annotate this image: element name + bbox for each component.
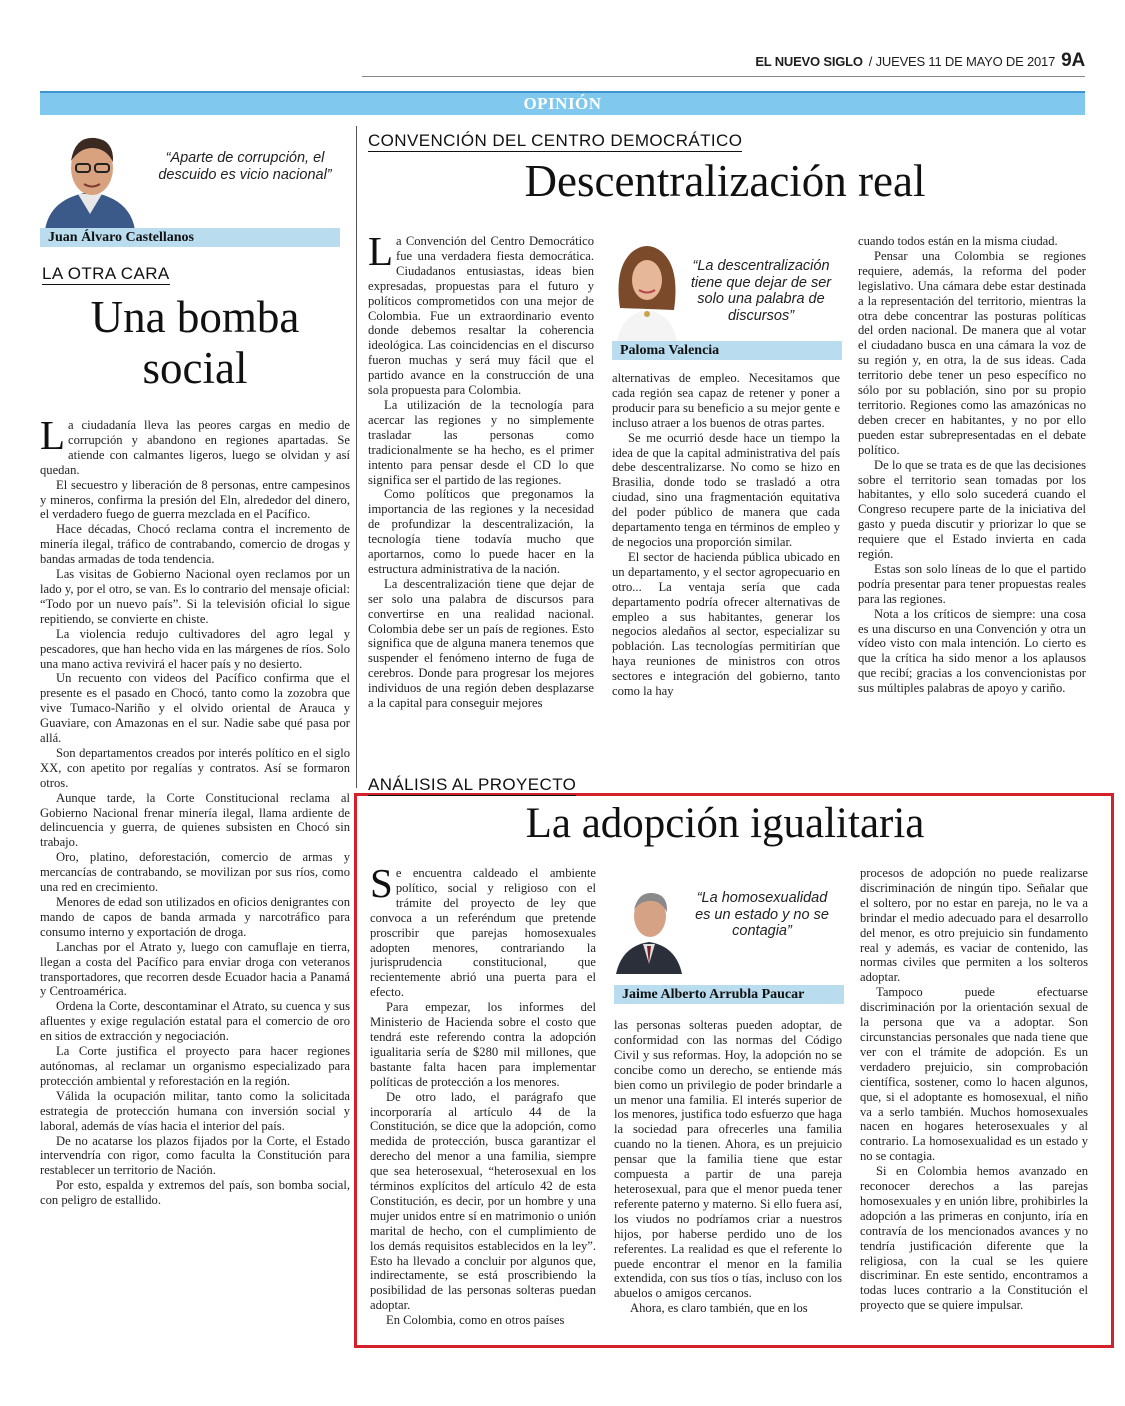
paragraph: En Colombia, como en otros países — [386, 1313, 565, 1328]
paragraph: Para empezar, los informes del Ministerio de Hacienda sobre el costo que tendrá este referendo contra la adopción igualitaria sería de $280 mil millones, que bastante falta hacen para implementar políticas de protección a los menores. — [370, 1000, 596, 1089]
masthead-paper: EL NUEVO SIGLO — [755, 54, 863, 69]
article-column — [858, 234, 1086, 752]
article-column — [370, 866, 596, 1346]
paragraph: Como políticos que pregonamos la importancia de las regiones y la necesidad de profundizar la descentralización, la tecnología tiene todavía mucho que aportarnos, como lo puede hacer en la estructura administrativa de la nación. — [368, 487, 594, 576]
paragraph: La Convención del Centro Democrático fue una verdadera fiesta democrática. Ciudadanos entusiastas, ideas bien expresadas, propuestas para el futuro y políticos comprometidos con una mejor de Colombia. Fue un extraordinario evento donde debemos resaltar la coherencia ideológica. Las coincidencias en el discurso fueron muchas y será muy fácil que el partido avance en la construcción de una sola propuesta para Colombia. — [368, 234, 594, 398]
author-name: Juan Álvaro Castellanos — [48, 230, 194, 245]
masthead — [755, 50, 1085, 72]
paragraph: La violencia redujo cultivadores del agro legal y pescadores, que han hecho vida en las márgenes de ríos. Solo una mano activa revivirá el hacer país y no desierto. — [40, 626, 350, 671]
section-label: OPINIÓN — [523, 94, 602, 113]
paragraph: El secuestro y liberación de 8 personas, entre campesinos y mineros, confirma la presión del Eln, alrededor del dinero, el verdadero fuego de guerra mezclada en el Pacífico. — [40, 477, 350, 522]
section-bar — [40, 91, 1085, 115]
page-number: 9A — [1061, 50, 1085, 71]
paragraph: La descentralización tiene que dejar de ser solo una palabra de discursos para convertirse en una realidad nacional. Colombia debe ser un país de regiones. Esto significa que de alguna manera tenemos que suspender el fenómeno interno de fuga de cerebros. Donde para progresar los mejores individuos de una región deben desplazarse a la capital para conseguir mejores — [368, 576, 594, 711]
paragraph: Un recuento con videos del Pacífico confirma que el presente es el pasado en Chocó, tanto como la zozobra que vive Tumaco-Nariño y el olvido oriental de Arauca y Guaviare, con Amazonas en el sur. Nadie sabe qué pasa por allá. — [40, 671, 350, 746]
article-column — [614, 1018, 842, 1346]
kicker-text: CONVENCIÓN DEL CENTRO DEMOCRÁTICO — [368, 131, 743, 150]
paragraph: Tampoco puede efectuarse discriminación por la orientación sexual de la persona que va a adoptar. Son circunstancias personales que nada tiene que ver con el trámite de adopción. Es un verdadero prejuicio, sin comprobación científica, sostener, como lo hacen algunos, que, si el adoptante es homosexual, el niño va a serlo también. Muchos homosexuales nacen en hogares heterosexuales y al contrario. La homosexualidad es un estado y no se contagia. — [860, 985, 1088, 1164]
kicker-text: LA OTRA CARA — [42, 264, 170, 283]
paragraph: Pensar una Colombia se regiones requiere, además, la reforma del poder legislativo. Una cámara debe estar destinada a la representación del territorio, mientras la otra debe concentrar las posturas políticas del orden nacional. De manera que al votar el ciudadano busca en una cámara la voz de su región y, en otra, la de sus ideas. Cada territorio debe tener un peso específico no sólo por su población, sino por su propio territorio. Regiones como las amazónicas no deben crecer en habitantes, y no por ello pueden estar subrepresentadas en el debate político. — [858, 248, 1086, 457]
article-column — [368, 234, 594, 752]
pull-quote: “La homosexualidad es un estado y no se contagia” — [695, 890, 829, 940]
paragraph: Aunque tarde, la Corte Constitucional reclama al Gobierno Nacional frenar minería ilegal, llama ardiente de delincuencia y guerra, de quienes subsisten en Chocó sin trabajo. — [40, 790, 350, 850]
masthead-date: / JUEVES 11 DE MAYO DE 2017 — [868, 54, 1056, 69]
article-column — [860, 866, 1088, 1346]
paragraph: La Corte justifica el proyecto para hacer regiones autónomas, al reclamar un organismo especializado para protección ambiental y reforestación en la región. — [40, 1044, 350, 1088]
paragraph: Se encuentra caldeado el ambiente político, social y religioso con el trámite del proyecto de ley que convoca a un referéndum que pretende proscribir que parejas homosexuales adopten menores, contrariando la jurisprudencia constitucional, que recientemente abrió una puerta para el efecto. — [370, 866, 596, 1000]
author-photo — [614, 880, 684, 974]
portrait-image — [40, 126, 140, 230]
paragraph: Son departamentos creados por interés político en el siglo XX, con apetito por regalías y contratos. Así se formaron otros. — [40, 745, 350, 790]
paragraph: El sector de hacienda pública ubicado en un departamento, y el sector agropecuario en otro... La ventaja sería que cada departamento podría ofrecer alternativas de empleo a sus habitantes, generar los negocios aledaños al sector, especializar su población. Las tecnologías permitirían que haya reuniones de ministros con otros sectores e integración del gobierno, tanto como la hay — [612, 549, 840, 699]
article-headline: Descentralización real — [524, 156, 926, 206]
paragraph: Si en Colombia hemos avanzado en reconocer derechos a las parejas homosexuales y en unión libre, prohibirles la adopción a las primeras en conjunto, iría en contravía de los mencionados avances y no tendría justificación diferente que la religiosa, con la cual se les quiere discriminar. En este sentido, encontramos a todas luces contrario a la Constitución el proyecto que se quiere impulsar. — [860, 1164, 1088, 1313]
column-divider — [356, 126, 357, 788]
author-name: Jaime Alberto Arrubla Paucar — [622, 987, 805, 1002]
paragraph: De no acatarse los plazos fijados por la Corte, el Estado intervendría con rigor, como faculta la Constitución para restablecer un territorio de Nación. — [40, 1133, 350, 1178]
paragraph: Ahora, es claro también, que en los — [630, 1301, 808, 1316]
author-photo — [40, 126, 140, 230]
author-name-bar — [614, 985, 844, 1004]
article-column — [612, 371, 840, 752]
paragraph: procesos de adopción no puede realizarse discriminación de ningún tipo. Señalar que el soltero, por no estar en pareja, no le va a brindar el medio adecuado para el desarrollo del menor, es otro prejuicio sin fundamento real y además, es vaciar de contenido, las normas civiles que permiten a los solteros adoptar. — [860, 866, 1088, 985]
author-name: Paloma Valencia — [620, 343, 720, 358]
paragraph: Ordena la Corte, descontaminar el Atrato, su cuenca y sus afluentes y exige regulación estatal para el comercio de oro en sitios de extracción y negociación. — [40, 999, 350, 1044]
paragraph: Hace décadas, Chocó reclama contra el incremento de minería ilegal, tráfico de contrabando, comercio de drogas y bandas armadas de toda tendencia. — [40, 522, 350, 567]
article-kicker — [368, 775, 576, 795]
paragraph: Válida la ocupación militar, tanto como la solicitada estrategia de protección humana con inversión social y laboral, además de vías hacia el interior del país. — [40, 1088, 350, 1133]
article-headline: La adopción igualitaria — [525, 800, 925, 847]
pull-quote: “La descentralización tiene que dejar de ser solo una palabra de discursos” — [690, 258, 832, 325]
author-name-bar — [40, 228, 340, 247]
paragraph: Oro, platino, deforestación, comercio de armas y mercancías de contrabando, se movilizan por sus ríos, como una red en crecimiento. — [40, 850, 350, 895]
portrait-image — [614, 880, 684, 974]
author-name-bar — [612, 341, 842, 360]
article-body — [40, 418, 350, 1353]
pull-quote: “Aparte de corrupción, el descuido es vicio nacional” — [158, 150, 332, 183]
author-photo — [612, 238, 682, 341]
paragraph: alternativas de empleo. Necesitamos que cada región sea capaz de retener y poner a producir para su beneficio a su mejor gente e incluso atraer a los buenos de otras partes. — [612, 371, 840, 430]
article-kicker — [368, 131, 742, 151]
paragraph: Las visitas de Gobierno Nacional oyen reclamos por un lado y, por el otro, se van. Es lo contrario del mensaje oficial: “Todo por un nuevo país”. Si la televisión oficial lo sigue repitiendo, se convierte en chiste. — [40, 567, 350, 626]
paragraph: Se me ocurrió desde hace un tiempo la idea de que la capital administrativa del país debe descentralizarse. No como se hizo en Brasilia, donde todo se trasladó a otra ciudad, sino una fragmentación equitativa del poder público de manera que cada departamento tenga en términos de empleo y de negocios una proporción similar. — [612, 430, 840, 549]
paragraph: La ciudadanía lleva las peores cargas en medio de corrupción y abandono en regiones apartadas. Se atiende con calmantes ligeros, luego se olvidan y así quedan. — [40, 418, 350, 477]
paragraph: De lo que se trata es de que las decisiones sobre el territorio sean tomadas por los habitantes, y ello solo sucederá cuando el Congreso recupere parte de la iniciativa del gasto y pueda discutir y priorizar lo que se requiere que el Estado invierta en cada región. — [858, 457, 1086, 562]
paragraph: Menores de edad son utilizados en oficios denigrantes con mando de capos de banda armada y narcotráfico para consumo interno y exportación de droga. — [40, 895, 350, 939]
portrait-image — [612, 238, 682, 341]
paragraph: De otro lado, el parágrafo que incorporaría al artículo 44 de la Constitución, se dice que la adopción, como medida de protección, busca garantizar el derecho del menor a una familia, siempre que sea heterosexual, “heterosexual en los términos explícitos del artículo 42 de esta Constitución, es decir, por un hombre y una mujer unidos entre sí en matrimonio o unión marital de hecho, con el cumplimiento de los demás requisitos establecidos en la ley”. Esto ha llevado a concluir por algunos que, indirectamente, se está proscribiendo la posibilidad de las personas solteras puedan adoptar. — [370, 1089, 596, 1313]
paragraph: Estas son solo líneas de lo que el partido podría presentar para tener propuestas reales para las regiones. — [858, 561, 1086, 606]
article-kicker — [42, 264, 170, 284]
paragraph: La utilización de la tecnología para acercar las regiones y no simplemente trasladar las personas como tradicionalmente se ha hecho, es el primer intento para pensar desde el CD lo que significa ser el partido de las regiones. — [368, 397, 594, 487]
paragraph: las personas solteras pueden adoptar, de conformidad con las normas del Código Civil y sus reformas. Hoy, la adopción no se concibe como un derecho, se entiende más bien como un privilegio de poder brindarle a un menor una familia. El interés superior de los menores, justifica todo esfuerzo que haga la sociedad para ofrecerles una familia cuando no la tienen. Ahora, es un prejuicio pensar que la familia tiene que estar compuesta a partir de una pareja heterosexual, para que el menor pueda tener referente paterno y materno. Si ello fuera así, los viudos no podríamos criar a nuestros hijos, por haberse perdido uno de los referentes. La realidad es que el referente lo puede encontrar el menor en la familia extendida, con sus tíos o tías, incluso con los abuelos o amigos cercanos. — [614, 1018, 842, 1301]
top-rule — [362, 76, 1085, 77]
article-headline: Una bomba social — [90, 292, 300, 393]
paragraph: Nota a los críticos de siempre: una cosa es una discurso en una Convención y otra un vídeo visto con mala intención. Lo cierto es que la crítica ha sido menor a los aplausos que recibí; gracias a los convencionistas por sus múltiples palabras de apoyo y cariño. — [858, 606, 1086, 696]
kicker-text: ANÁLISIS AL PROYECTO — [368, 775, 577, 794]
paragraph: cuando todos están en la misma ciudad. — [858, 234, 1058, 248]
paragraph: Lanchas por el Atrato y, luego con camuflaje en tierra, llegan a costa del Pacífico para enviar droga con veteranos transportadores, que recorren desde Ecuador hacia a Panamá y Centroamérica. — [40, 939, 350, 999]
paragraph: Por esto, espalda y extremos del país, son bomba social, con peligro de estallido. — [40, 1178, 350, 1208]
